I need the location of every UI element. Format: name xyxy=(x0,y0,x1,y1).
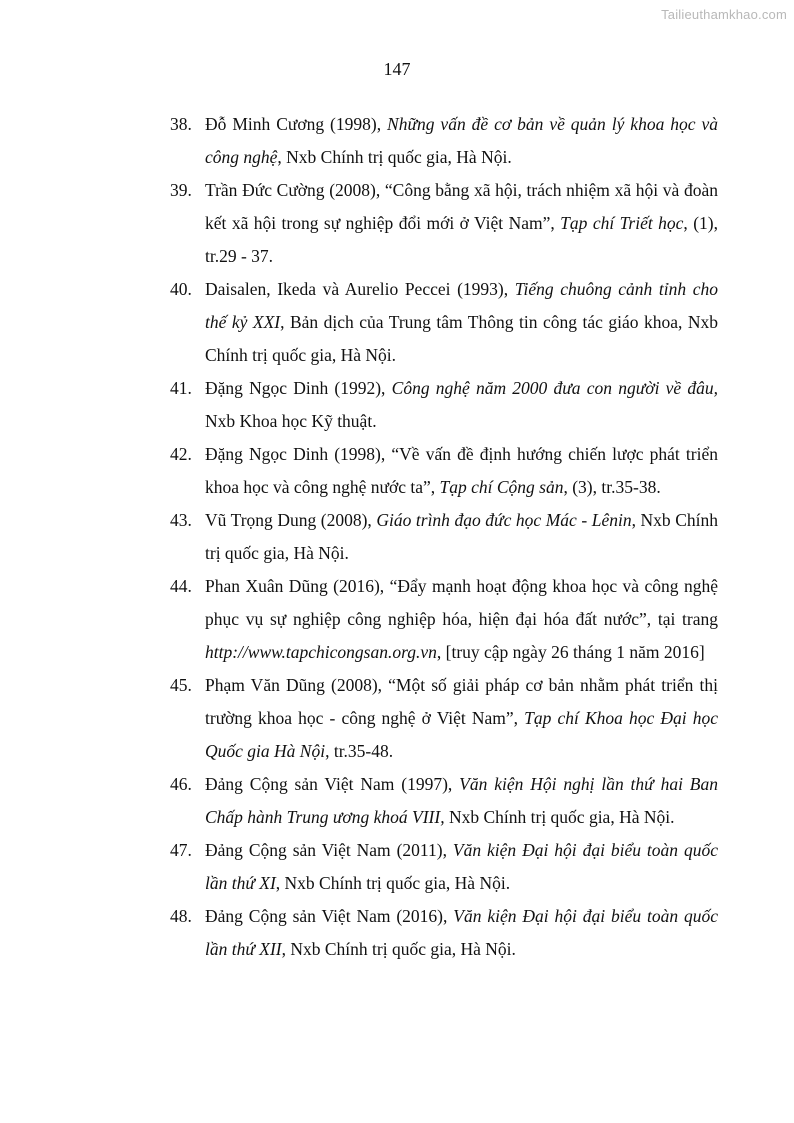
reference-title-italic: Công nghệ năm 2000 đưa con người về đâu, xyxy=(391,378,719,398)
reference-text: Nxb Khoa học Kỹ thuật. xyxy=(205,411,377,431)
reference-text: Phan Xuân Dũng (2016), “Đẩy mạnh hoạt động khoa học và công nghệ phục vụ sự nghiệp công nghiệp hóa, hiện đại hóa đất nước”, tại trang xyxy=(205,576,718,629)
reference-title-italic: Những vấn đề cơ bản về quản lý khoa học và công nghệ xyxy=(205,114,718,167)
reference-text: , Nxb Chính trị quốc gia, Hà Nội. xyxy=(275,873,511,893)
reference-title-italic: Giáo trình đạo đức học Mác - Lênin xyxy=(376,510,632,530)
reference-text: , (1), tr.29 - 37. xyxy=(205,213,718,266)
reference-title-italic: Tạp chí Cộng sản xyxy=(439,477,564,497)
reference-item xyxy=(131,504,718,570)
reference-number: 40. xyxy=(170,279,192,299)
reference-number: 46. xyxy=(170,774,192,794)
reference-number: 44. xyxy=(170,576,192,596)
reference-text: Phạm Văn Dũng (2008), “Một số giải pháp cơ bản nhằm phát triển thị trường khoa học - công nghệ ở Việt Nam”, xyxy=(205,675,718,728)
reference-number: 47. xyxy=(170,840,192,860)
reference-item xyxy=(131,273,718,372)
reference-number: 42. xyxy=(170,444,192,464)
reference-title-italic: Tiếng chuông cảnh tỉnh cho thế kỷ XXI xyxy=(205,279,718,332)
reference-item xyxy=(131,900,718,966)
reference-number: 48. xyxy=(170,906,192,926)
reference-text: , Nxb Chính trị quốc gia, Hà Nội. xyxy=(277,147,512,167)
reference-title-italic: Văn kiện Đại hội đại biểu toàn quốc lần thứ XI xyxy=(205,840,718,893)
reference-text: Vũ Trọng Dung (2008), xyxy=(205,510,377,530)
reference-item xyxy=(131,174,718,273)
reference-text: Đảng Cộng sản Việt Nam (2016), xyxy=(205,906,454,926)
reference-text: Đảng Cộng sản Việt Nam (1997), xyxy=(205,774,460,794)
reference-text: , Nxb Chính trị quốc gia, Hà Nội. xyxy=(281,939,516,959)
reference-number: 38. xyxy=(170,114,192,134)
reference-number: 45. xyxy=(170,675,192,695)
reference-item xyxy=(131,768,718,834)
reference-number: 41. xyxy=(170,378,192,398)
reference-number: 39. xyxy=(170,180,192,200)
reference-title-italic: Tạp chí Triết học xyxy=(560,213,684,233)
reference-text: , [truy cập ngày 26 tháng 1 năm 2016] xyxy=(436,642,705,662)
reference-text: Trần Đức Cường (2008), “Công bằng xã hội, trách nhiệm xã hội và đoàn kết xã hội trong sự nghiệp đổi mới ở Việt Nam”, xyxy=(205,180,718,233)
reference-text: Đỗ Minh Cương (1998), xyxy=(205,114,388,134)
reference-text: Đặng Ngọc Dinh (1998), “Về vấn đề định hướng chiến lược phát triển khoa học và công nghệ nước ta”, xyxy=(205,444,718,497)
reference-text: , tr.35-48. xyxy=(325,741,394,761)
reference-text: , Bản dịch của Trung tâm Thông tin công tác giáo khoa, Nxb Chính trị quốc gia, Hà Nội. xyxy=(205,312,718,365)
reference-number: 43. xyxy=(170,510,192,530)
reference-title-italic: Văn kiện Đại hội đại biểu toàn quốc lần thứ XII xyxy=(205,906,719,959)
reference-list xyxy=(131,108,718,966)
reference-item xyxy=(131,372,718,438)
reference-text: , (3), tr.35-38. xyxy=(563,477,661,497)
reference-text: Daisalen, Ikeda và Aurelio Peccei (1993), xyxy=(205,279,515,299)
reference-text: Đảng Cộng sản Việt Nam (2011), xyxy=(205,840,453,860)
reference-item xyxy=(131,108,718,174)
reference-text: Đặng Ngọc Dinh (1992), xyxy=(205,378,392,398)
reference-text: , Nxb Chính trị quốc gia, Hà Nội. xyxy=(205,510,718,563)
page-number: 147 xyxy=(383,59,411,79)
reference-item xyxy=(131,834,718,900)
reference-item xyxy=(131,438,718,504)
reference-title-italic: Văn kiện Hội nghị lần thứ hai Ban Chấp hành Trung ương khoá VIII, xyxy=(205,774,718,827)
reference-item xyxy=(131,669,718,768)
reference-text: Nxb Chính trị quốc gia, Hà Nội. xyxy=(444,807,675,827)
reference-title-italic: http://www.tapchicongsan.org.vn xyxy=(205,642,437,662)
reference-item xyxy=(131,570,718,669)
watermark: Tailieuthamkhao.com xyxy=(661,7,787,22)
reference-title-italic: Tạp chí Khoa học Đại học Quốc gia Hà Nội xyxy=(205,708,718,761)
